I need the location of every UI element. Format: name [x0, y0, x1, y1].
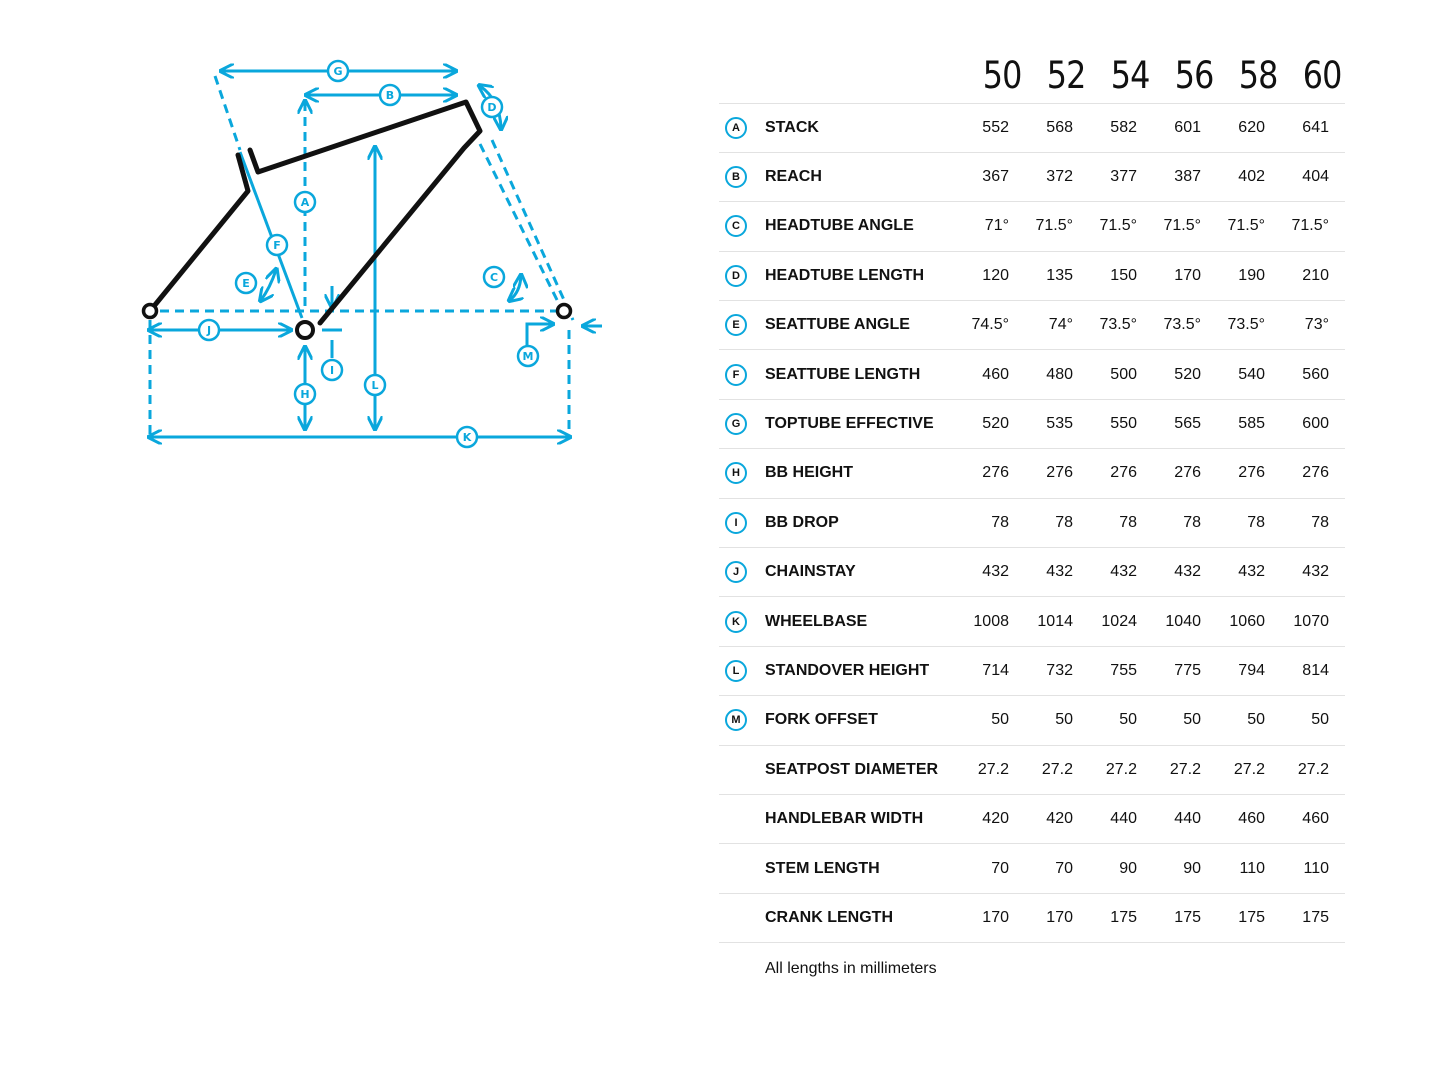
table-cell: 71.5° — [1291, 217, 1329, 235]
table-row — [719, 301, 1345, 350]
row-label: HANDLEBAR WIDTH — [765, 810, 924, 828]
table-cell: 78 — [1247, 513, 1265, 531]
table-row — [719, 202, 1345, 251]
diagram-badge-h — [295, 384, 315, 404]
table-row — [719, 152, 1345, 201]
table-row — [719, 251, 1345, 300]
svg-text:A: A — [300, 196, 310, 209]
svg-text:M: M — [522, 350, 534, 363]
table-cell: 1008 — [973, 612, 1009, 630]
table-cell: 276 — [1110, 464, 1137, 482]
table-cell: 460 — [1302, 810, 1329, 828]
diagram-badge-g — [328, 61, 348, 81]
row-label: STANDOVER HEIGHT — [765, 661, 930, 679]
table-cell: 432 — [1110, 563, 1137, 581]
diagram-badge-j — [199, 320, 219, 340]
table-cell: 175 — [1174, 908, 1201, 926]
table-cell: 560 — [1302, 365, 1329, 383]
table-cell: 50 — [1183, 711, 1201, 729]
row-label: HEADTUBE LENGTH — [765, 266, 925, 284]
svg-text:D: D — [487, 101, 497, 114]
table-cell: 78 — [1055, 513, 1073, 531]
table-cell: 175 — [1302, 908, 1329, 926]
table-row — [719, 745, 1345, 794]
table-cell: 71.5° — [1163, 217, 1201, 235]
table-cell: 387 — [1174, 168, 1201, 186]
table-cell: 420 — [982, 810, 1009, 828]
table-cell: 432 — [1046, 563, 1073, 581]
table-cell: 480 — [1046, 365, 1073, 383]
table-cell: 568 — [1046, 118, 1073, 136]
row-label: SEATPOST DIAMETER — [765, 760, 939, 778]
row-label: SEATTUBE ANGLE — [765, 316, 910, 334]
row-label: BB DROP — [765, 513, 839, 531]
table-row — [719, 646, 1345, 695]
table-cell: 74° — [1048, 316, 1073, 334]
table-cell: 600 — [1302, 415, 1329, 433]
size-heading: 52 — [1046, 53, 1086, 97]
seat-extension-line — [215, 76, 240, 150]
row-letter-badge: L — [725, 660, 747, 682]
svg-text:H: H — [300, 388, 310, 401]
dim-line-m — [527, 324, 552, 346]
table-cell: 1070 — [1293, 612, 1329, 630]
table-cell: 620 — [1238, 118, 1265, 136]
diagram-badge-a — [295, 192, 315, 212]
size-heading: 50 — [982, 53, 1022, 97]
row-label: BB HEIGHT — [765, 464, 853, 482]
diagram-badge-l — [365, 375, 385, 395]
frame-geometry-diagram — [0, 0, 700, 480]
table-row — [719, 548, 1345, 597]
row-letter-badge: B — [725, 166, 747, 188]
row-letter-badge: M — [725, 709, 747, 731]
table-cell: 175 — [1110, 908, 1137, 926]
table-cell: 520 — [982, 415, 1009, 433]
table-cell: 110 — [1303, 859, 1329, 877]
table-cell: 210 — [1302, 266, 1329, 284]
table-cell: 71.5° — [1035, 217, 1073, 235]
diagram-badge-d — [482, 97, 502, 117]
table-cell: 27.2 — [1233, 760, 1265, 778]
row-letter-badge: G — [725, 413, 747, 435]
diagram-badge-c — [484, 267, 504, 287]
table-cell: 794 — [1238, 661, 1265, 679]
table-row — [719, 597, 1345, 646]
table-cell: 78 — [991, 513, 1009, 531]
table-cell: 120 — [982, 266, 1009, 284]
table-cell: 460 — [1238, 810, 1265, 828]
table-cell: 71.5° — [1227, 217, 1265, 235]
row-letter-badge: H — [725, 462, 747, 484]
table-cell: 440 — [1110, 810, 1137, 828]
table-row — [719, 399, 1345, 448]
table-cell: 190 — [1238, 266, 1265, 284]
table-cell: 73.5° — [1163, 316, 1201, 334]
row-label: STEM LENGTH — [765, 859, 880, 877]
table-cell: 432 — [982, 563, 1009, 581]
table-cell: 565 — [1174, 415, 1201, 433]
table-cell: 540 — [1238, 365, 1265, 383]
table-cell: 440 — [1174, 810, 1201, 828]
table-cell: 601 — [1174, 118, 1201, 136]
svg-text:C: C — [489, 271, 499, 284]
diagram-badge-k — [457, 427, 477, 447]
table-cell: 78 — [1311, 513, 1329, 531]
front-axle — [558, 305, 571, 318]
table-cell: 27.2 — [977, 760, 1009, 778]
table-cell: 90 — [1183, 859, 1201, 877]
table-cell: 367 — [982, 168, 1009, 186]
size-header-row — [719, 40, 1345, 103]
table-cell: 78 — [1183, 513, 1201, 531]
steering-axis-line — [489, 140, 573, 320]
table-cell: 50 — [991, 711, 1009, 729]
table-row — [719, 893, 1345, 942]
table-cell: 420 — [1046, 810, 1073, 828]
table-cell: 50 — [1119, 711, 1137, 729]
table-cell: 276 — [1302, 464, 1329, 482]
row-letter-badge: J — [725, 561, 747, 583]
table-cell: 70 — [991, 859, 1009, 877]
row-letter-badge: I — [725, 512, 747, 534]
table-cell: 73° — [1304, 316, 1329, 334]
table-cell: 732 — [1046, 661, 1073, 679]
svg-text:G: G — [333, 65, 343, 78]
table-cell: 460 — [982, 365, 1009, 383]
table-cell: 1060 — [1229, 612, 1265, 630]
row-label: FORK OFFSET — [765, 711, 878, 729]
frame-top — [250, 102, 480, 323]
table-row — [719, 449, 1345, 498]
row-label: WHEELBASE — [765, 612, 868, 630]
table-cell: 73.5° — [1227, 316, 1265, 334]
table-cell: 70 — [1055, 859, 1073, 877]
row-label: HEADTUBE ANGLE — [765, 217, 914, 235]
table-cell: 1040 — [1165, 612, 1201, 630]
row-letter-badge: E — [725, 314, 747, 336]
row-label: CRANK LENGTH — [765, 908, 893, 926]
table-row — [719, 844, 1345, 893]
table-cell: 432 — [1302, 563, 1329, 581]
size-heading: 56 — [1174, 53, 1214, 97]
row-label: CHAINSTAY — [765, 563, 856, 581]
svg-text:B: B — [385, 89, 395, 102]
table-cell: 78 — [1119, 513, 1137, 531]
table-cell: 50 — [1055, 711, 1073, 729]
row-label: SEATTUBE LENGTH — [765, 365, 921, 383]
diagram-badge-e — [236, 273, 256, 293]
table-cell: 170 — [1046, 908, 1073, 926]
table-cell: 552 — [982, 118, 1009, 136]
table-cell: 27.2 — [1041, 760, 1073, 778]
table-cell: 550 — [1110, 415, 1137, 433]
table-cell: 714 — [982, 661, 1009, 679]
table-cell: 500 — [1110, 365, 1137, 383]
table-cell: 27.2 — [1297, 760, 1329, 778]
size-heading: 54 — [1110, 53, 1150, 97]
svg-text:E: E — [242, 277, 250, 290]
table-cell: 150 — [1110, 266, 1137, 284]
svg-text:J: J — [206, 324, 212, 337]
table-row — [719, 103, 1345, 152]
table-cell: 404 — [1302, 168, 1329, 186]
table-cell: 71.5° — [1099, 217, 1137, 235]
table-cell: 432 — [1238, 563, 1265, 581]
table-cell: 110 — [1239, 859, 1265, 877]
table-cell: 377 — [1110, 168, 1137, 186]
table-row — [719, 498, 1345, 547]
table-row — [719, 794, 1345, 843]
table-cell: 50 — [1247, 711, 1265, 729]
table-cell: 73.5° — [1099, 316, 1137, 334]
table-cell: 170 — [982, 908, 1009, 926]
geometry-table — [719, 40, 1345, 995]
table-row — [719, 696, 1345, 745]
table-cell: 135 — [1046, 266, 1073, 284]
table-cell: 175 — [1238, 908, 1265, 926]
row-label: REACH — [765, 168, 822, 186]
bottom-bracket — [297, 322, 313, 338]
table-cell: 582 — [1110, 118, 1137, 136]
row-letter-badge: F — [725, 364, 747, 386]
table-cell: 585 — [1238, 415, 1265, 433]
table-cell: 276 — [1238, 464, 1265, 482]
rear-axle — [144, 305, 157, 318]
table-cell: 90 — [1119, 859, 1137, 877]
row-letter-badge: A — [725, 117, 747, 139]
units-note: All lengths in millimeters — [765, 959, 937, 977]
table-cell: 27.2 — [1105, 760, 1137, 778]
size-heading: 58 — [1238, 53, 1278, 97]
table-cell: 814 — [1302, 661, 1329, 679]
table-cell: 775 — [1174, 661, 1201, 679]
diagram-badge-m — [518, 346, 538, 366]
table-cell: 432 — [1174, 563, 1201, 581]
table-cell: 1014 — [1037, 612, 1073, 630]
table-cell: 535 — [1046, 415, 1073, 433]
table-cell: 276 — [1046, 464, 1073, 482]
dim-line-e — [261, 270, 276, 300]
table-row — [719, 350, 1345, 399]
row-letter-badge: K — [725, 611, 747, 633]
size-heading: 60 — [1302, 53, 1342, 97]
svg-text:L: L — [371, 379, 379, 392]
row-label: STACK — [765, 118, 819, 136]
table-cell: 276 — [1174, 464, 1201, 482]
table-cell: 641 — [1302, 118, 1329, 136]
table-cell: 402 — [1238, 168, 1265, 186]
table-cell: 71° — [984, 217, 1009, 235]
svg-text:F: F — [273, 239, 281, 252]
row-letter-badge: C — [725, 215, 747, 237]
row-label: TOPTUBE EFFECTIVE — [765, 415, 934, 433]
diagram-badge-i — [322, 360, 342, 380]
diagram-badge-b — [380, 85, 400, 105]
frame-outline — [150, 155, 248, 311]
table-cell: 27.2 — [1169, 760, 1201, 778]
table-cell: 170 — [1174, 266, 1201, 284]
table-cell: 372 — [1046, 168, 1073, 186]
table-cell: 276 — [982, 464, 1009, 482]
table-cell: 755 — [1110, 661, 1137, 679]
table-cell: 50 — [1311, 711, 1329, 729]
row-letter-badge: D — [725, 265, 747, 287]
diagram-badge-f — [267, 235, 287, 255]
table-cell: 1024 — [1101, 612, 1137, 630]
svg-text:I: I — [329, 364, 335, 377]
table-cell: 520 — [1174, 365, 1201, 383]
svg-text:K: K — [462, 431, 472, 444]
dim-line-c — [510, 276, 521, 300]
table-cell: 74.5° — [971, 316, 1009, 334]
